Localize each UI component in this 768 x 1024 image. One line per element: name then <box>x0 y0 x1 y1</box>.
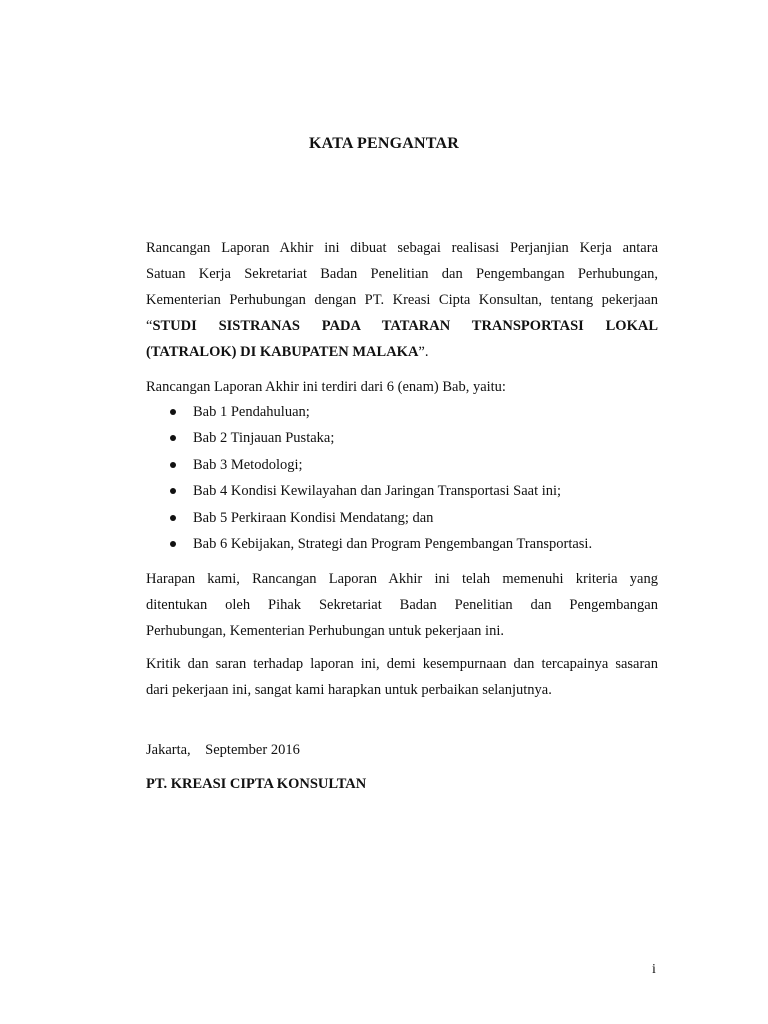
chapter-label: Bab 6 Kebijakan, Strategi dan Program Pengembangan Transportasi. <box>193 535 593 552</box>
hope-line-2: ditentukan oleh Pihak Sekretariat Badan Penelitian dan Pengembangan <box>146 597 658 613</box>
chapter-label: Bab 5 Perkiraan Kondisi Mendatang; dan <box>193 509 434 526</box>
intro-line-3: Kementerian Perhubungan dengan PT. Kreasi Cipta Konsultan, tentang pekerjaan <box>146 292 658 308</box>
chapter-list <box>170 399 592 557</box>
list-item <box>170 505 592 531</box>
chapter-label: Bab 4 Kondisi Kewilayahan dan Jaringan Transportasi Saat ini; <box>193 483 562 500</box>
intro-line-2: Satuan Kerja Sekretariat Badan Penelitian dan Pengembangan Perhubungan, <box>146 266 658 282</box>
hope-paragraph <box>146 566 658 644</box>
bullet-icon <box>170 409 176 415</box>
list-item <box>170 399 592 425</box>
intro-paragraph <box>146 235 658 365</box>
page-number: i <box>652 962 656 977</box>
open-quote: “ <box>146 318 153 334</box>
chapter-label: Bab 2 Tinjauan Pustaka; <box>193 430 335 447</box>
project-title-part-2: (TATRALOK) DI KABUPATEN MALAKA <box>146 344 419 360</box>
hope-line-3: Perhubungan, Kementerian Perhubungan untuk pekerjaan ini. <box>146 623 504 639</box>
bullet-icon <box>170 488 176 494</box>
intro-line-1: Rancangan Laporan Akhir ini dibuat sebagai realisasi Perjanjian Kerja antara <box>146 240 658 256</box>
signature-company: PT. KREASI CIPTA KONSULTAN <box>146 776 367 792</box>
intro-line-5 <box>146 339 658 365</box>
bullet-icon <box>170 541 176 547</box>
bullet-icon <box>170 435 176 441</box>
list-item <box>170 531 592 557</box>
chapter-label: Bab 3 Metodologi; <box>193 456 303 473</box>
close-quote: ”. <box>418 344 429 360</box>
page-title: KATA PENGANTAR <box>309 135 459 152</box>
project-title-part-1: STUDI SISTRANAS PADA TATARAN TRANSPORTASI LOKAL <box>152 318 658 334</box>
list-item <box>170 425 592 451</box>
list-item <box>170 452 592 478</box>
feedback-line-2: dari pekerjaan ini, sangat kami harapkan untuk perbaikan selanjutnya. <box>146 682 552 698</box>
feedback-paragraph <box>146 651 658 703</box>
hope-line-1: Harapan kami, Rancangan Laporan Akhir ini telah memenuhi kriteria yang <box>146 571 658 587</box>
bullet-icon <box>170 462 176 468</box>
signature-date: Jakarta, September 2016 <box>146 742 300 758</box>
intro-line-4 <box>146 313 658 339</box>
list-item <box>170 478 592 504</box>
bullet-icon <box>170 515 176 521</box>
feedback-line-1: Kritik dan saran terhadap laporan ini, demi kesempurnaan dan tercapainya sasaran <box>146 656 658 672</box>
chapters-intro: Rancangan Laporan Akhir ini terdiri dari 6 (enam) Bab, yaitu: <box>146 379 506 395</box>
chapter-label: Bab 1 Pendahuluan; <box>193 404 310 420</box>
